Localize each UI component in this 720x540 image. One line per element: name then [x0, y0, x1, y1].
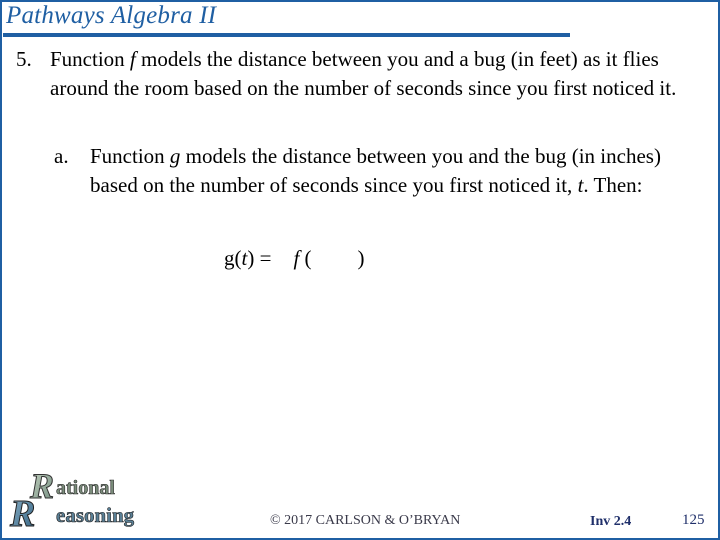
part-text-part: Function [90, 144, 170, 168]
function-f-symbol: f [129, 47, 136, 71]
eq-equals: ) = [247, 246, 272, 270]
eq-f-group [293, 246, 311, 270]
equation [224, 244, 365, 272]
variable-t-symbol: t [577, 173, 584, 197]
function-g-symbol: g [169, 144, 181, 168]
part-text-part: models the distance between you and the bug (in inches) based on the number of seconds since you first noticed it, [90, 144, 661, 197]
rational-reasoning-logo [6, 466, 178, 530]
problem-number: 5. [16, 47, 32, 71]
part-text-part: . Then: [583, 173, 643, 197]
eq-t: t [241, 246, 248, 270]
footer-investigation: Inv 2.4 [590, 514, 632, 529]
logo-letter-r2: R [10, 493, 36, 530]
part-a [54, 142, 694, 200]
logo-word-reasoning: easoning [56, 503, 135, 527]
problem-text-part: models the distance between you and a bug (in feet) as it flies around the room based on the number of seconds since you first noticed it. [50, 47, 677, 100]
part-label: a. [54, 144, 69, 168]
footer-copyright: © 2017 CARLSON & O’BRYAN [270, 513, 461, 528]
eq-paren: ( [234, 246, 242, 270]
eq-f: f [293, 246, 300, 270]
course-title: Pathways Algebra II [6, 2, 217, 29]
part-text [90, 142, 694, 200]
logo-word-rational: ational [56, 477, 115, 499]
eq-close-paren: ) [357, 246, 365, 270]
problem-5 [16, 45, 706, 103]
problem-text-part: Function [50, 47, 130, 71]
header-rule [3, 33, 570, 37]
problem-text [50, 45, 706, 103]
page-number: 125 [682, 512, 705, 528]
logo-letter-r1: R [30, 466, 55, 506]
eq-g: g [224, 246, 235, 270]
eq-f-paren: ( [299, 246, 312, 270]
